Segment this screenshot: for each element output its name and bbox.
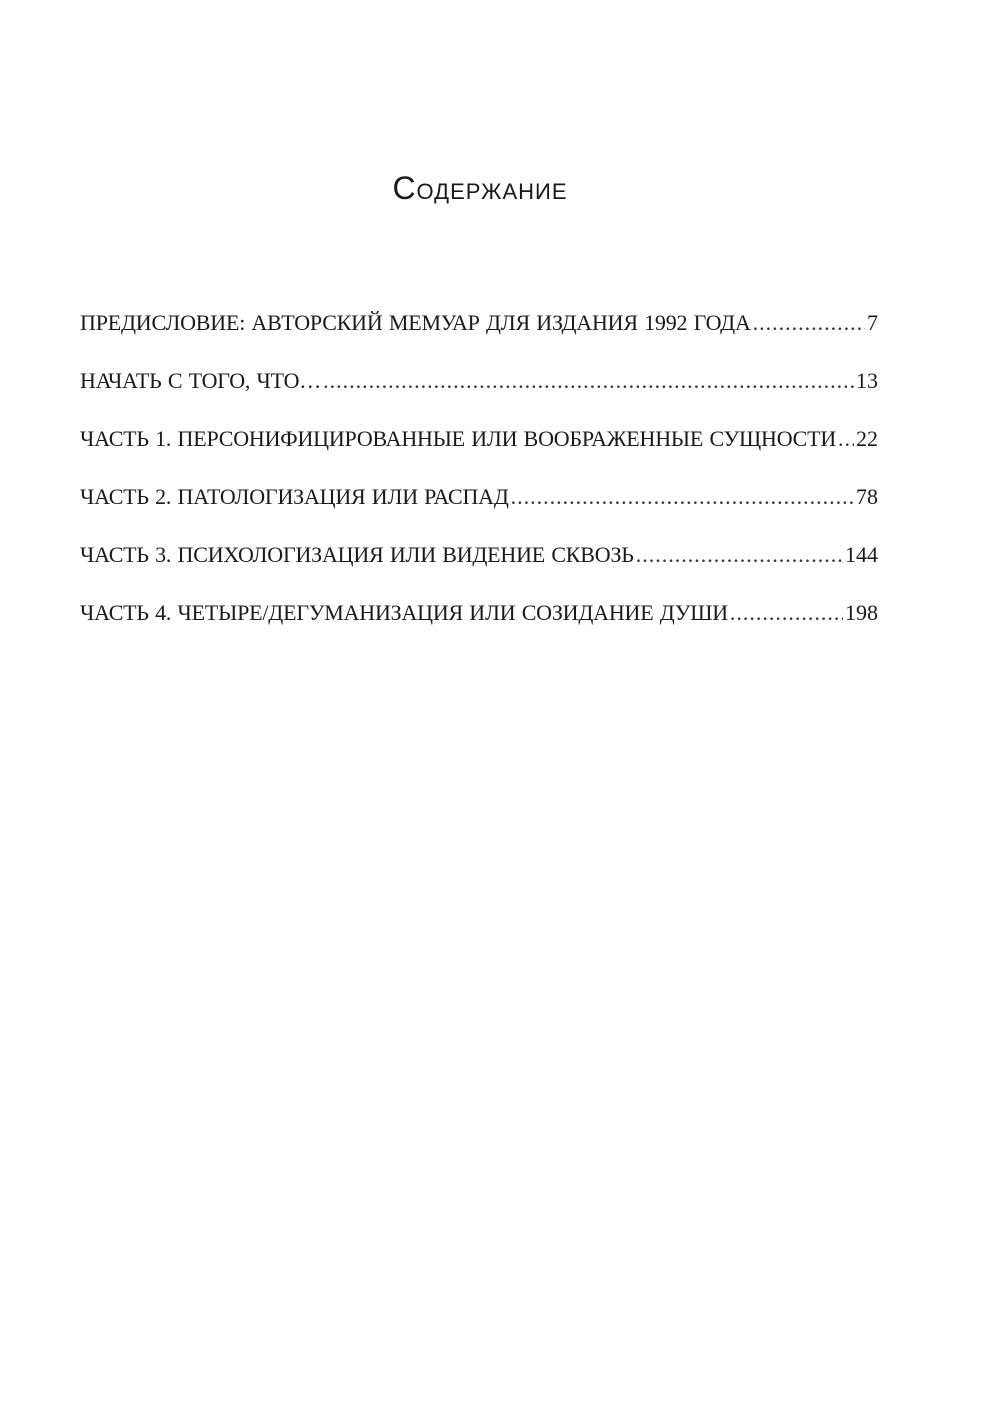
toc-entry-title: ЧАСТЬ 4. ЧЕТЫРЕ/ДЕГУМАНИЗАЦИЯ ИЛИ СОЗИДАНИЕ ДУШИ — [80, 600, 728, 625]
toc-entry-title: ЧАСТЬ 1. ПЕРСОНИФИЦИРОВАННЫЕ ИЛИ ВООБРАЖЕННЫЕ СУЩНОСТИ — [80, 426, 837, 451]
toc-page-number: 13 — [856, 368, 878, 393]
toc-page-number: 198 — [845, 600, 878, 625]
dot-leader — [838, 426, 854, 452]
toc-entry-introduction[interactable] — [80, 368, 878, 426]
toc-entry-part-1[interactable] — [80, 426, 878, 484]
dot-leader — [511, 484, 854, 510]
toc-entry-title: ЧАСТЬ 2. ПАТОЛОГИЗАЦИЯ ИЛИ РАСПАД — [80, 484, 509, 509]
toc-entry-preface[interactable] — [80, 310, 878, 368]
toc-page-number: 144 — [845, 542, 878, 567]
toc-entry-part-4[interactable] — [80, 600, 878, 658]
toc-page-number: 78 — [856, 484, 878, 509]
dot-leader — [323, 368, 854, 394]
toc-entry-part-2[interactable] — [80, 484, 878, 542]
toc-entry-title: ЧАСТЬ 3. ПСИХОЛОГИЗАЦИЯ ИЛИ ВИДЕНИЕ СКВОЗЬ — [80, 542, 634, 567]
toc-entry-title: ПРЕДИСЛОВИЕ: АВТОРСКИЙ МЕМУАР ДЛЯ ИЗДАНИЯ 1992 ГОДА — [80, 310, 751, 335]
toc-title: Содержание — [392, 170, 568, 206]
dot-leader — [730, 600, 843, 626]
dot-leader — [753, 310, 865, 336]
toc-entry-title: НАЧАТЬ С ТОГО, ЧТО… — [80, 368, 322, 393]
toc-page-number: 7 — [867, 310, 878, 335]
toc-entry-part-3[interactable] — [80, 542, 878, 600]
toc-page-number: 22 — [856, 426, 878, 451]
dot-leader — [636, 542, 843, 568]
table-of-contents — [80, 310, 878, 658]
